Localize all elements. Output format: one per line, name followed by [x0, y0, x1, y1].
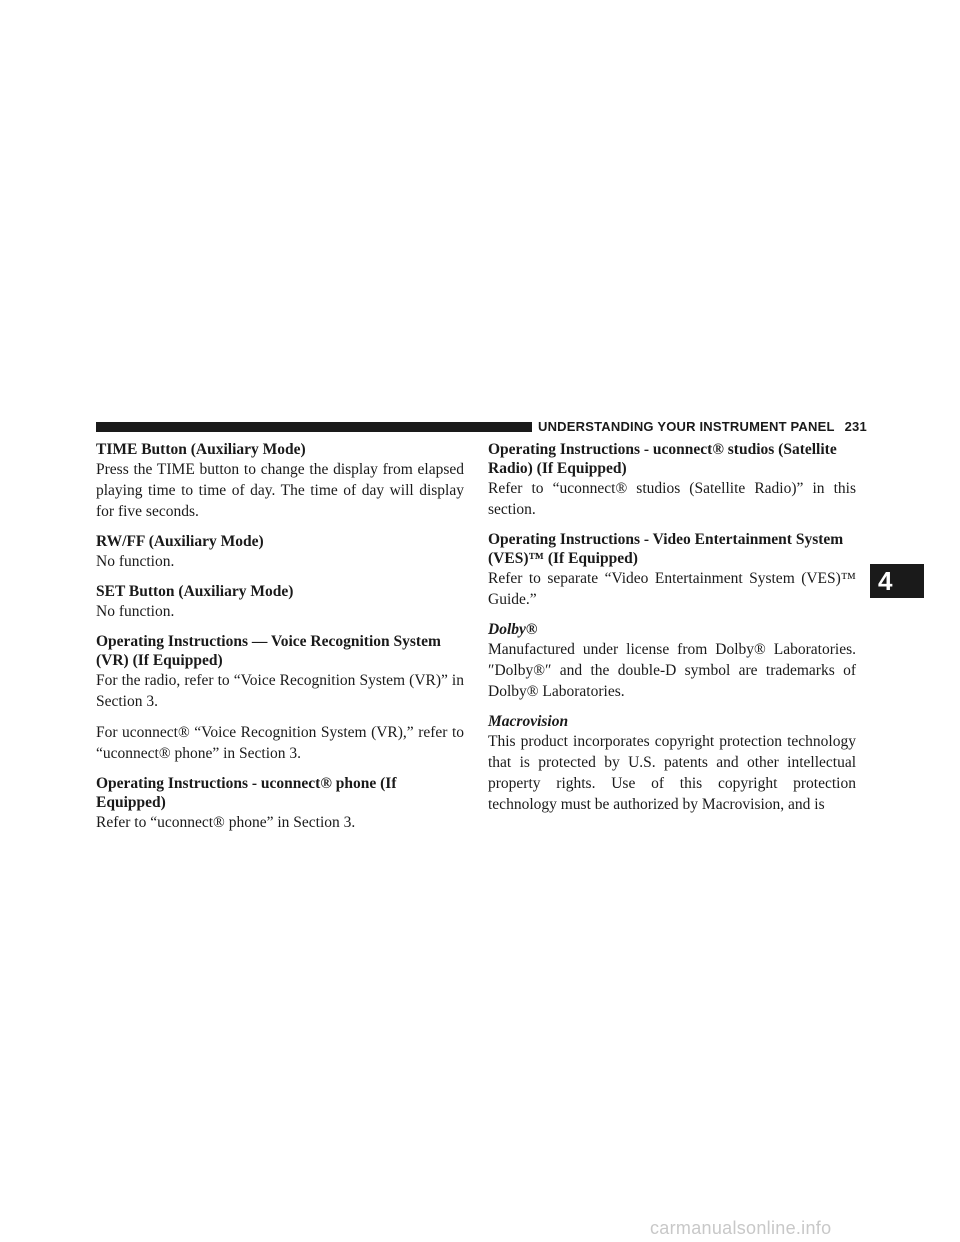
- footer-watermark: carmanualsonline.info: [650, 1218, 832, 1238]
- heading-video-entertainment: Operating Instructions - Video Entertainment System (VES)™ (If Equipped): [488, 531, 844, 567]
- running-header: [538, 418, 867, 436]
- right-column: [488, 440, 856, 815]
- body-time-button: Press the TIME button to change the display from elapsed playing time to time of day. The time of day will display for five seconds.: [96, 461, 464, 520]
- body-voice-recognition-uconnect: For uconnect® “Voice Recognition System (VR),” refer to “uconnect® phone” in Section 3.: [96, 724, 464, 762]
- left-column: [96, 440, 464, 833]
- heading-rwff: RW/FF (Auxiliary Mode): [96, 533, 264, 550]
- body-macrovision: This product incorporates copyright protection technology that is protected by U.S. patents and other intellectual property rights. Use of this copyright protection technology must be authorized by Macrovision, and is: [488, 733, 856, 813]
- body-uconnect-studios: Refer to “uconnect® studios (Satellite Radio)” in this section.: [488, 480, 856, 518]
- section-title: UNDERSTANDING YOUR INSTRUMENT PANEL: [538, 419, 835, 434]
- heading-macrovision: Macrovision: [488, 713, 569, 730]
- body-voice-recognition: For the radio, refer to “Voice Recognition System (VR)” in Section 3.: [96, 672, 464, 710]
- body-rwff: No function.: [96, 553, 175, 570]
- heading-uconnect-phone: Operating Instructions - uconnect® phone (If Equipped): [96, 775, 397, 811]
- body-video-entertainment: Refer to separate “Video Entertainment System (VES)™ Guide.”: [488, 570, 856, 608]
- body-dolby: Manufactured under license from Dolby® Laboratories. ″Dolby®″ and the double-D symbol are trademarks of Dolby® Laboratories.: [488, 641, 856, 700]
- heading-set-button: SET Button (Auxiliary Mode): [96, 583, 294, 600]
- section-tab: 4: [870, 564, 924, 598]
- header-rule: [96, 422, 532, 432]
- body-uconnect-phone: Refer to “uconnect® phone” in Section 3.: [96, 814, 356, 831]
- page-number: 231: [844, 419, 867, 434]
- heading-voice-recognition: Operating Instructions — Voice Recognition System (VR) (If Equipped): [96, 633, 441, 669]
- heading-time-button: TIME Button (Auxiliary Mode): [96, 441, 306, 458]
- heading-dolby: Dolby®: [488, 621, 538, 638]
- heading-uconnect-studios: Operating Instructions - uconnect® studios (Satellite Radio) (If Equipped): [488, 441, 837, 477]
- body-set-button: No function.: [96, 603, 175, 620]
